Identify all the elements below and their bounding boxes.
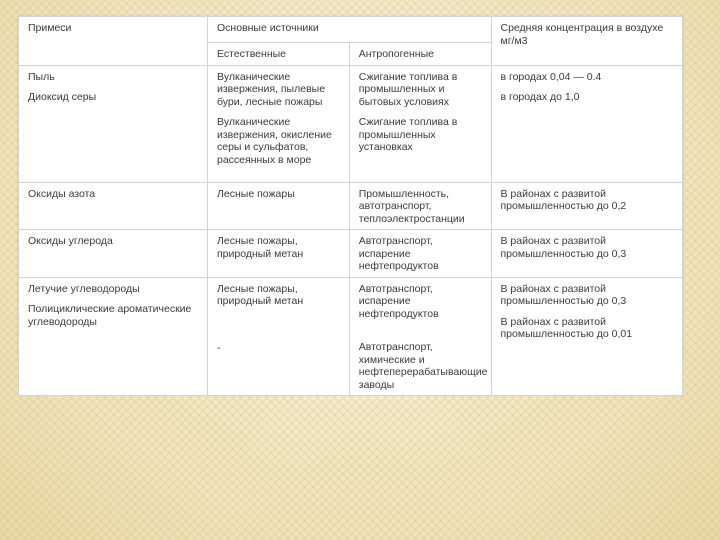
natural-source: Лесные пожары, природный метан <box>217 282 304 307</box>
concentration-value: в городах 0,04 — 0.4 <box>500 70 602 83</box>
pollutant-name: Пыль <box>28 70 55 83</box>
pollutant-name: Оксиды углерода <box>19 230 208 278</box>
pollutant-cell <box>19 65 208 182</box>
anthropogenic-source-cell <box>349 65 491 182</box>
natural-source-cell <box>208 277 350 396</box>
natural-source: Вулканические извержения, пылевые бури, лесные пожары <box>217 70 326 108</box>
pollutant-cell <box>19 277 208 396</box>
anthropogenic-source-cell <box>349 277 491 396</box>
concentration-value: В районах с развитой промышленностью до 0,01 <box>500 315 633 340</box>
header-natural: Естественные <box>208 43 350 66</box>
pollutants-table <box>18 16 683 396</box>
natural-source: Лесные пожары <box>208 182 350 230</box>
natural-source: - <box>217 341 221 354</box>
table-row <box>19 65 683 182</box>
anthropogenic-source: Сжигание топлива в промышленных установках <box>358 116 458 153</box>
natural-source: Вулканические извержения, окисление серы и сульфатов, рассеянных в море <box>217 116 332 166</box>
table-row <box>19 182 683 230</box>
anthropogenic-source: Автотранспорт, испарение нефтепродуктов <box>358 282 439 320</box>
pollutant-name: Полициклические ароматические углеводороды <box>28 303 192 328</box>
concentration-value: В районах с развитой промышленностью до 0,3 <box>500 282 627 307</box>
anthropogenic-source: Автотранспорт, испарение нефтепродуктов <box>349 230 491 278</box>
natural-source: Лесные пожары, природный метан <box>208 230 350 278</box>
header-sources: Основные источники <box>208 17 492 43</box>
header-concentration: Средняя концентрация в воздухе мг/м3 <box>491 17 683 66</box>
header-pollutant: Примеси <box>19 17 208 66</box>
table-row <box>19 230 683 278</box>
anthropogenic-source: Промышленность, автотранспорт, теплоэлектростанции <box>349 182 491 230</box>
natural-source-cell <box>208 65 350 182</box>
table-row <box>19 277 683 396</box>
header-anthropogenic: Антропогенные <box>349 43 491 66</box>
pollutant-name: Оксиды азота <box>19 182 208 230</box>
anthropogenic-source: Автотранспорт, химические и нефтеперерабатывающие заводы <box>358 341 488 391</box>
concentration-cell <box>491 65 683 182</box>
concentration-value: в городах до 1,0 <box>500 91 580 103</box>
concentration-value: В районах с развитой промышленностью до 0,3 <box>491 230 683 278</box>
pollutant-name: Летучие углеводороды <box>28 282 140 295</box>
anthropogenic-source: Сжигание топлива в промышленных и бытовых условиях <box>358 70 458 108</box>
concentration-cell <box>491 277 683 396</box>
table-header-row <box>19 17 683 43</box>
concentration-value: В районах с развитой промышленностью до 0,2 <box>491 182 683 230</box>
pollutant-name: Диоксид серы <box>28 91 97 103</box>
slide-card <box>18 16 683 391</box>
